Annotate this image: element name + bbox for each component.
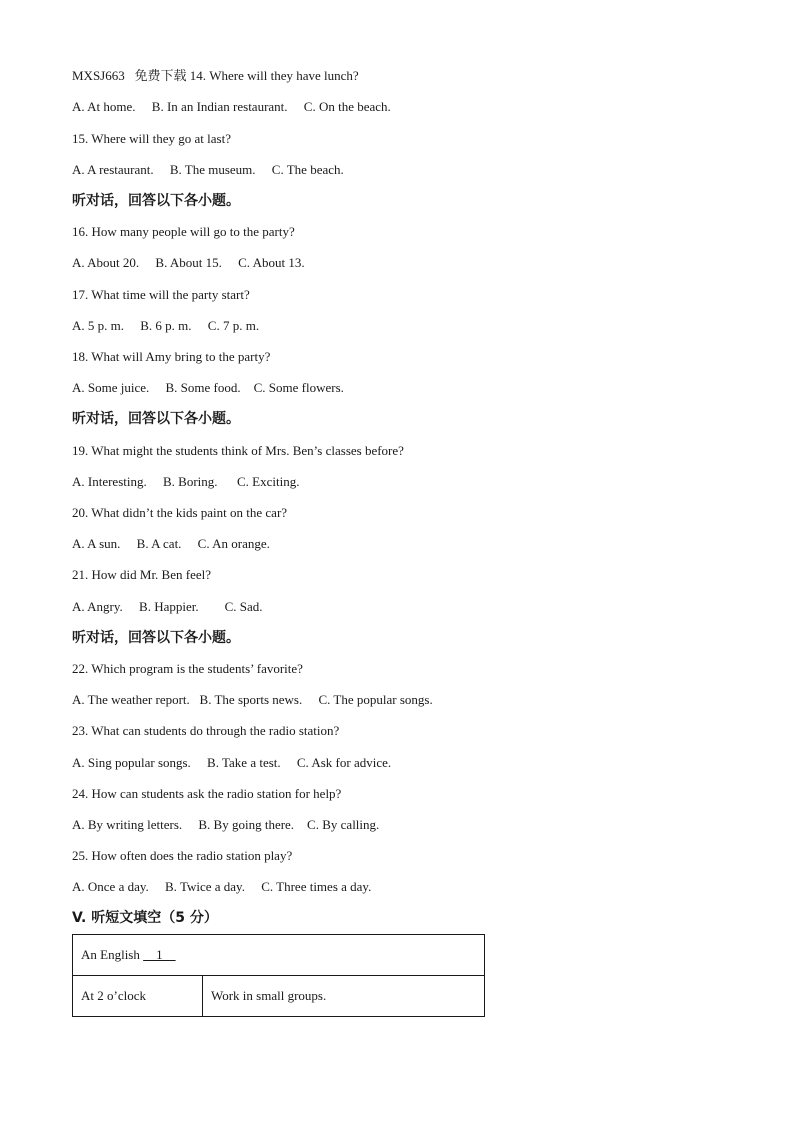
q24-options: A. By writing letters. B. By going there. C. By calling.	[72, 817, 380, 832]
q19-options: A. Interesting. B. Boring. C. Exciting.	[72, 474, 300, 489]
q17-options: A. 5 p. m. B. 6 p. m. C. 7 p. m.	[72, 318, 260, 333]
q17-question: 17. What time will the party start?	[72, 287, 250, 302]
section-instruction-2: 听对话，回答以下各小题。	[72, 411, 240, 427]
q23-options: A. Sing popular songs. B. Take a test. C. Ask for advice.	[72, 755, 392, 770]
q22-question: 22. Which program is the students’ favorite?	[72, 661, 303, 676]
q18-options: A. Some juice. B. Some food. C. Some flowers.	[72, 380, 344, 395]
q16-options: A. About 20. B. About 15. C. About 13.	[72, 255, 305, 270]
q24-question: 24. How can students ask the radio station for help?	[72, 786, 342, 801]
fill-in-table	[72, 934, 485, 1017]
blank-1: 1	[143, 947, 176, 962]
q15-question: 15. Where will they go at last?	[72, 131, 231, 146]
q23-question: 23. What can students do through the radio station?	[72, 723, 340, 738]
q25-options: A. Once a day. B. Twice a day. C. Three times a day.	[72, 879, 372, 894]
q25-question: 25. How often does the radio station play?	[72, 848, 293, 863]
table-cell-title	[73, 935, 485, 976]
q20-options: A. A sun. B. A cat. C. An orange.	[72, 536, 270, 551]
line-header: MXSJ663 免费下载 14. Where will they have lunch?	[72, 68, 359, 83]
section5-title: V. 听短文填空（5 分）	[72, 910, 218, 926]
q22-options: A. The weather report. B. The sports news. C. The popular songs.	[72, 692, 433, 707]
q18-question: 18. What will Amy bring to the party?	[72, 349, 271, 364]
section-instruction-3: 听对话，回答以下各小题。	[72, 630, 240, 646]
table-row	[73, 976, 485, 1017]
q21-question: 21. How did Mr. Ben feel?	[72, 567, 212, 582]
table-cell-time: At 2 o’clock	[73, 976, 203, 1017]
q20-question: 20. What didn’t the kids paint on the car?	[72, 505, 288, 520]
table-row	[73, 935, 485, 976]
table-cell-activity: Work in small groups.	[203, 976, 485, 1017]
q19-question: 19. What might the students think of Mrs. Ben’s classes before?	[72, 443, 404, 458]
table-title-text: An English	[81, 947, 140, 962]
q15-options: A. A restaurant. B. The museum. C. The beach.	[72, 162, 344, 177]
section-instruction-1: 听对话，回答以下各小题。	[72, 193, 240, 209]
q16-question: 16. How many people will go to the party?	[72, 224, 295, 239]
q21-options: A. Angry. B. Happier. C. Sad.	[72, 599, 263, 614]
q14-options: A. At home. B. In an Indian restaurant. C. On the beach.	[72, 99, 391, 114]
